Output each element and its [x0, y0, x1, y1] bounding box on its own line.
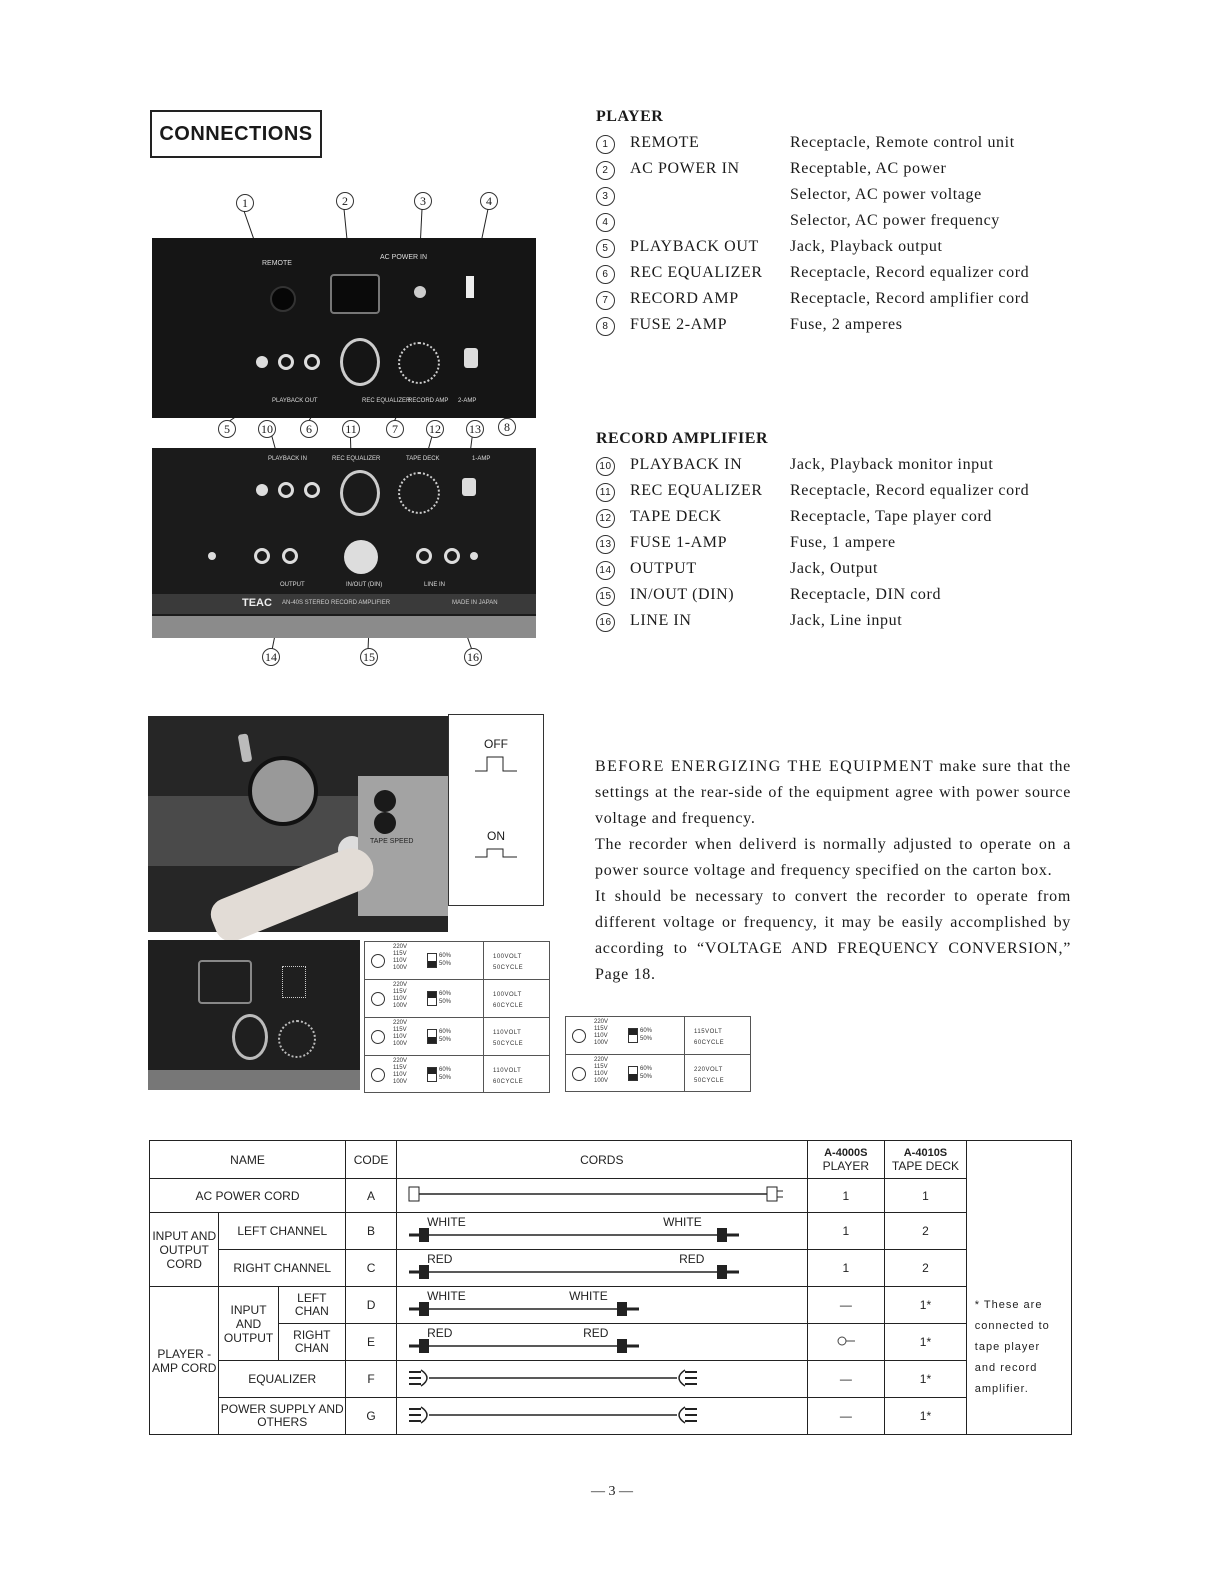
record-amp-receptacle: [398, 342, 440, 384]
player-heading: PLAYER: [596, 108, 664, 125]
tape-speed-knob-2: [374, 812, 396, 834]
table-note: * These are connected to tape player and record amplifier.: [966, 1141, 1071, 1435]
header-cords: CORDS: [397, 1141, 807, 1179]
off-switch-icon: [475, 755, 517, 773]
group-pa: PLAYER -AMP CORD: [150, 1287, 219, 1435]
callout-14: 14: [262, 648, 280, 666]
callout-8: 8: [498, 418, 516, 436]
front-strip: [152, 594, 536, 614]
list-item: 14 OUTPUT Jack, Output: [596, 560, 1076, 586]
ac-inlet: [330, 274, 380, 314]
list-item: 1 REMOTE Receptacle, Remote control unit: [596, 134, 1076, 160]
off-label: OFF: [484, 737, 508, 751]
made-in-label: MADE IN JAPAN: [452, 600, 498, 606]
table-row: INPUT AND OUTPUT CORD LEFT CHANNEL B WHITE WHITE 1 2: [150, 1213, 1072, 1250]
before-p3: It should be necessary to convert the recorder to operate from different voltage or frequency, it may be easily accomplished by according to “VOLTAGE AND FREQUENCY CONVERSION,” Page 18.: [595, 888, 1071, 983]
rear-panel-figure: [150, 190, 540, 670]
record-amplifier-heading: RECORD AMPLIFIER: [596, 430, 769, 447]
before-p1: make sure that the settings at the rear-side of the equipment agree with power source voltage and frequency.: [595, 758, 1071, 827]
rec-equalizer-receptacle-2: [340, 470, 380, 516]
label-tape-speed: TAPE SPEED: [370, 838, 414, 845]
rec-equalizer-receptacle: [340, 338, 380, 386]
power-switch-diagram: [448, 714, 544, 906]
list-item: 16 LINE IN Jack, Line input: [596, 612, 1076, 638]
remote-receptacle: [270, 286, 296, 312]
callout-7: 7: [386, 420, 404, 438]
table-row: POWER SUPPLY AND OTHERS G — 1*: [150, 1398, 1072, 1435]
header-deck: A-4010S TAPE DECK: [885, 1141, 967, 1179]
table-row: RIGHT CHANNEL C RED RED 1 2: [150, 1250, 1072, 1287]
selector-dial: [282, 966, 306, 998]
callout-11: 11: [342, 420, 360, 438]
label-in-out-din: IN/OUT (DIN): [346, 582, 383, 588]
section-title: CONNECTIONS: [150, 110, 322, 158]
header-code: CODE: [346, 1141, 397, 1179]
record-amplifier-rear-panel: [152, 448, 536, 638]
callout-10: 10: [258, 420, 276, 438]
table-row: PLAYER -AMP CORD INPUT AND OUTPUT LEFT CHAN D WHITE WHITE — 1*: [150, 1287, 1072, 1324]
voltage-selector: [414, 286, 426, 298]
page-number: — 3 —: [591, 1484, 633, 1499]
before-p2: The recorder when deliverd is normally adjusted to operate on a power source voltage and frequency specified on the carton box.: [595, 836, 1071, 879]
callout-5: 5: [218, 420, 236, 438]
on-switch-icon: [475, 845, 517, 859]
label-line-in: LINE IN: [424, 582, 446, 588]
cabinet-base: [152, 616, 536, 638]
receptacle-2: [232, 1014, 268, 1060]
player-rear-panel: [152, 238, 536, 418]
callout-13: 13: [466, 420, 484, 438]
before-energizing-text: [595, 754, 1071, 988]
list-item: 6 REC EQUALIZER Receptacle, Record equalizer cord: [596, 264, 1076, 290]
label-record-amp: RECORD AMP: [408, 398, 449, 404]
label-playback-in: PLAYBACK IN: [268, 456, 307, 462]
header-player: A-4000S PLAYER: [807, 1141, 885, 1179]
pause-lever: [238, 733, 253, 762]
voltage-setting-row: 220V 115V 110V 100V 60% 50% 100VOLT 50CYCLE: [365, 942, 549, 980]
frequency-selector: [466, 276, 474, 298]
table-row: EQUALIZER F — 1*: [150, 1361, 1072, 1398]
list-item: 3 Selector, AC power voltage: [596, 186, 1076, 212]
group-pa-io: INPUT AND OUTPUT: [219, 1287, 278, 1361]
callout-3: 3: [414, 192, 432, 210]
list-item: 5 PLAYBACK OUT Jack, Playback output: [596, 238, 1076, 264]
voltage-setting-row: 220V 115V 110V 100V 60% 50% 100VOLT 60CYCLE: [365, 980, 549, 1018]
voltage-setting-row: 220V 115V 110V 100V 60% 50% 110VOLT 50CYCLE: [365, 1018, 549, 1056]
list-item: 12 TAPE DECK Receptacle, Tape player cord: [596, 508, 1076, 534]
record-amplifier-list: [596, 456, 1076, 638]
callout-2: 2: [336, 192, 354, 210]
voltage-table-right: [565, 1016, 751, 1092]
list-item: 4 Selector, AC power frequency: [596, 212, 1076, 238]
output-line-in-jacks: [208, 544, 528, 574]
pin-cord-icon: [407, 1254, 797, 1280]
label-output: OUTPUT: [280, 582, 305, 588]
table-header-row: [150, 1141, 1072, 1179]
voltage-setting-row: 220V 115V 110V 100V 60% 50% 115VOLT 60CYCLE: [566, 1017, 750, 1055]
cords-table: [149, 1140, 1072, 1435]
label-fuse-1amp: 1-AMP: [472, 456, 491, 462]
callout-16: 16: [464, 648, 482, 666]
fuse-1amp: [462, 478, 476, 496]
tape-speed-knob-1: [374, 790, 396, 812]
voltage-table-left: [364, 941, 550, 1093]
table-row: AC POWER CORD A 1 1: [150, 1179, 1072, 1213]
callout-6: 6: [300, 420, 318, 438]
callout-15: 15: [360, 648, 378, 666]
list-item: 7 RECORD AMP Receptacle, Record amplifier cord: [596, 290, 1076, 316]
callout-4: 4: [480, 192, 498, 210]
on-label: ON: [487, 829, 505, 843]
list-item: 13 FUSE 1-AMP Fuse, 1 ampere: [596, 534, 1076, 560]
player-list: [596, 134, 1076, 342]
ac-power-cord-icon: [407, 1184, 797, 1204]
knob: [248, 756, 318, 826]
voltage-setting-row: 220V 115V 110V 100V 60% 50% 220VOLT 50CYCLE: [566, 1055, 750, 1092]
fuse-2amp: [464, 348, 478, 368]
playback-out-jacks: [256, 354, 326, 370]
power-supply-cord-icon: [407, 1403, 797, 1427]
list-item: 10 PLAYBACK IN Jack, Playback monitor input: [596, 456, 1076, 482]
voltage-setting-row: 220V 115V 110V 100V 60% 50% 110VOLT 60CYCLE: [365, 1056, 549, 1093]
receptacle-3: [278, 1020, 316, 1058]
plug-icon: [836, 1334, 856, 1348]
selector-photo: [148, 940, 360, 1090]
list-item: 8 FUSE 2-AMP Fuse, 2 amperes: [596, 316, 1076, 342]
label-rec-equalizer: REC EQUALIZER: [362, 398, 411, 404]
metal-plate: [358, 776, 448, 916]
list-item: 2 AC POWER IN Receptable, AC power: [596, 160, 1076, 186]
equalizer-cord-icon: [407, 1366, 797, 1390]
label-ac-power-in: AC POWER IN: [380, 254, 428, 261]
model-label: AN-40S STEREO RECORD AMPLIFIER: [282, 600, 391, 606]
label-playback-out: PLAYBACK OUT: [272, 398, 318, 404]
table-row: RIGHT CHAN E RED RED 1*: [150, 1324, 1072, 1361]
group-io: INPUT AND OUTPUT CORD: [150, 1213, 219, 1287]
tape-deck-receptacle: [398, 472, 440, 514]
callout-12: 12: [426, 420, 444, 438]
playback-in-jacks: [256, 482, 326, 498]
label-remote: REMOTE: [262, 260, 292, 267]
callout-1: 1: [236, 194, 254, 212]
label-fuse-2amp: 2-AMP: [458, 398, 477, 404]
before-lead: BEFORE ENERGIZING THE EQUIPMENT: [595, 758, 934, 775]
ac-inlet-2: [198, 960, 252, 1004]
power-switch-photo: [148, 716, 448, 932]
label-tape-deck: TAPE DECK: [406, 456, 440, 462]
list-item: 15 IN/OUT (DIN) Receptacle, DIN cord: [596, 586, 1076, 612]
list-item: 11 REC EQUALIZER Receptacle, Record equalizer cord: [596, 482, 1076, 508]
teac-logo: TEAC: [242, 597, 272, 609]
header-name: NAME: [150, 1141, 346, 1179]
label-rec-equalizer-2: REC EQUALIZER: [332, 456, 381, 462]
